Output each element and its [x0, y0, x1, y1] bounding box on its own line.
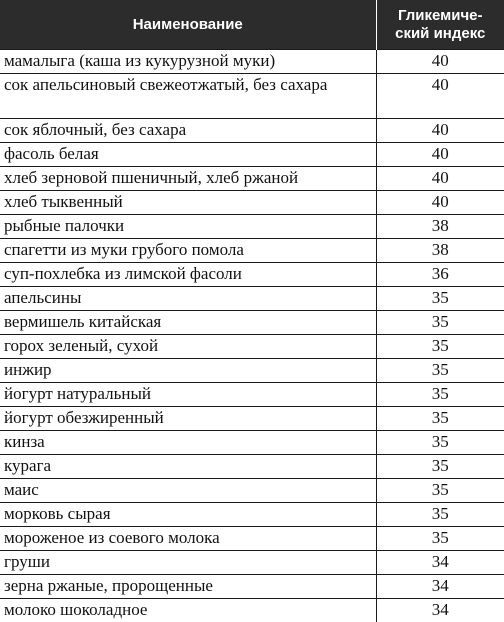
glycemic-index-cell: 35	[376, 359, 504, 383]
glycemic-index-cell: 40	[376, 191, 504, 215]
food-name-cell: груши	[0, 551, 376, 575]
glycemic-index-cell: 35	[376, 431, 504, 455]
food-name-cell: фасоль белая	[0, 143, 376, 167]
food-name-cell: суп-похлебка из лимской фасоли	[0, 263, 376, 287]
table-row	[0, 215, 504, 239]
glycemic-index-cell: 40	[376, 143, 504, 167]
table-row	[0, 143, 504, 167]
column-header-gi-line1: Гликемиче-	[398, 7, 483, 24]
glycemic-index-cell: 35	[376, 479, 504, 503]
table-body	[0, 50, 504, 622]
glycemic-index-cell: 40	[376, 74, 504, 119]
glycemic-index-cell: 35	[376, 527, 504, 551]
column-header-gi-line2: ский индекс	[395, 25, 485, 42]
glycemic-index-cell: 35	[376, 455, 504, 479]
glycemic-index-cell: 40	[376, 50, 504, 74]
table-row	[0, 503, 504, 527]
food-name-cell: вермишель китайская	[0, 311, 376, 335]
table-row	[0, 50, 504, 74]
food-name-cell: рыбные палочки	[0, 215, 376, 239]
food-name-cell: кинза	[0, 431, 376, 455]
glycemic-index-cell: 34	[376, 575, 504, 599]
food-name-cell: апельсины	[0, 287, 376, 311]
table-row	[0, 479, 504, 503]
glycemic-index-cell: 35	[376, 407, 504, 431]
glycemic-index-cell: 35	[376, 335, 504, 359]
table-row	[0, 239, 504, 263]
glycemic-index-cell: 35	[376, 287, 504, 311]
table-row	[0, 311, 504, 335]
glycemic-index-cell: 36	[376, 263, 504, 287]
column-header-glycemic-index	[376, 0, 504, 50]
table-row	[0, 575, 504, 599]
food-name-cell: хлеб зерновой пшеничный, хлеб ржаной	[0, 167, 376, 191]
food-name-cell: маис	[0, 479, 376, 503]
table-row	[0, 191, 504, 215]
glycemic-index-cell: 35	[376, 383, 504, 407]
table-row	[0, 359, 504, 383]
food-name-cell: молоко шоколадное	[0, 599, 376, 622]
table-row	[0, 599, 504, 622]
table-row	[0, 74, 504, 119]
table-row	[0, 455, 504, 479]
column-header-name: Наименование	[0, 0, 376, 50]
table-row	[0, 119, 504, 143]
table-header	[0, 0, 504, 50]
food-name-cell: инжир	[0, 359, 376, 383]
food-name-cell: зерна ржаные, пророщенные	[0, 575, 376, 599]
glycemic-index-cell: 38	[376, 239, 504, 263]
table-row	[0, 335, 504, 359]
glycemic-index-cell: 35	[376, 503, 504, 527]
food-name-cell: хлеб тыквенный	[0, 191, 376, 215]
food-name-cell: сок апельсиновый свежеотжатый, без сахара	[0, 74, 376, 119]
food-name-cell: мороженое из соевого молока	[0, 527, 376, 551]
glycemic-index-cell: 38	[376, 215, 504, 239]
food-name-cell: мамалыга (каша из кукурузной муки)	[0, 50, 376, 74]
table-row	[0, 407, 504, 431]
table-row	[0, 527, 504, 551]
glycemic-index-cell: 34	[376, 599, 504, 622]
glycemic-index-cell: 34	[376, 551, 504, 575]
glycemic-index-cell: 35	[376, 311, 504, 335]
table-row	[0, 431, 504, 455]
food-name-cell: горох зеленый, сухой	[0, 335, 376, 359]
food-name-cell: морковь сырая	[0, 503, 376, 527]
table-row	[0, 287, 504, 311]
food-name-cell: йогурт натуральный	[0, 383, 376, 407]
food-name-cell: курага	[0, 455, 376, 479]
food-name-cell: сок яблочный, без сахара	[0, 119, 376, 143]
glycemic-index-cell: 40	[376, 119, 504, 143]
food-name-cell: спагетти из муки грубого помола	[0, 239, 376, 263]
table-row	[0, 167, 504, 191]
table-row	[0, 551, 504, 575]
table-row	[0, 383, 504, 407]
food-name-cell: йогурт обезжиренный	[0, 407, 376, 431]
glycemic-index-cell: 40	[376, 167, 504, 191]
table-row	[0, 263, 504, 287]
